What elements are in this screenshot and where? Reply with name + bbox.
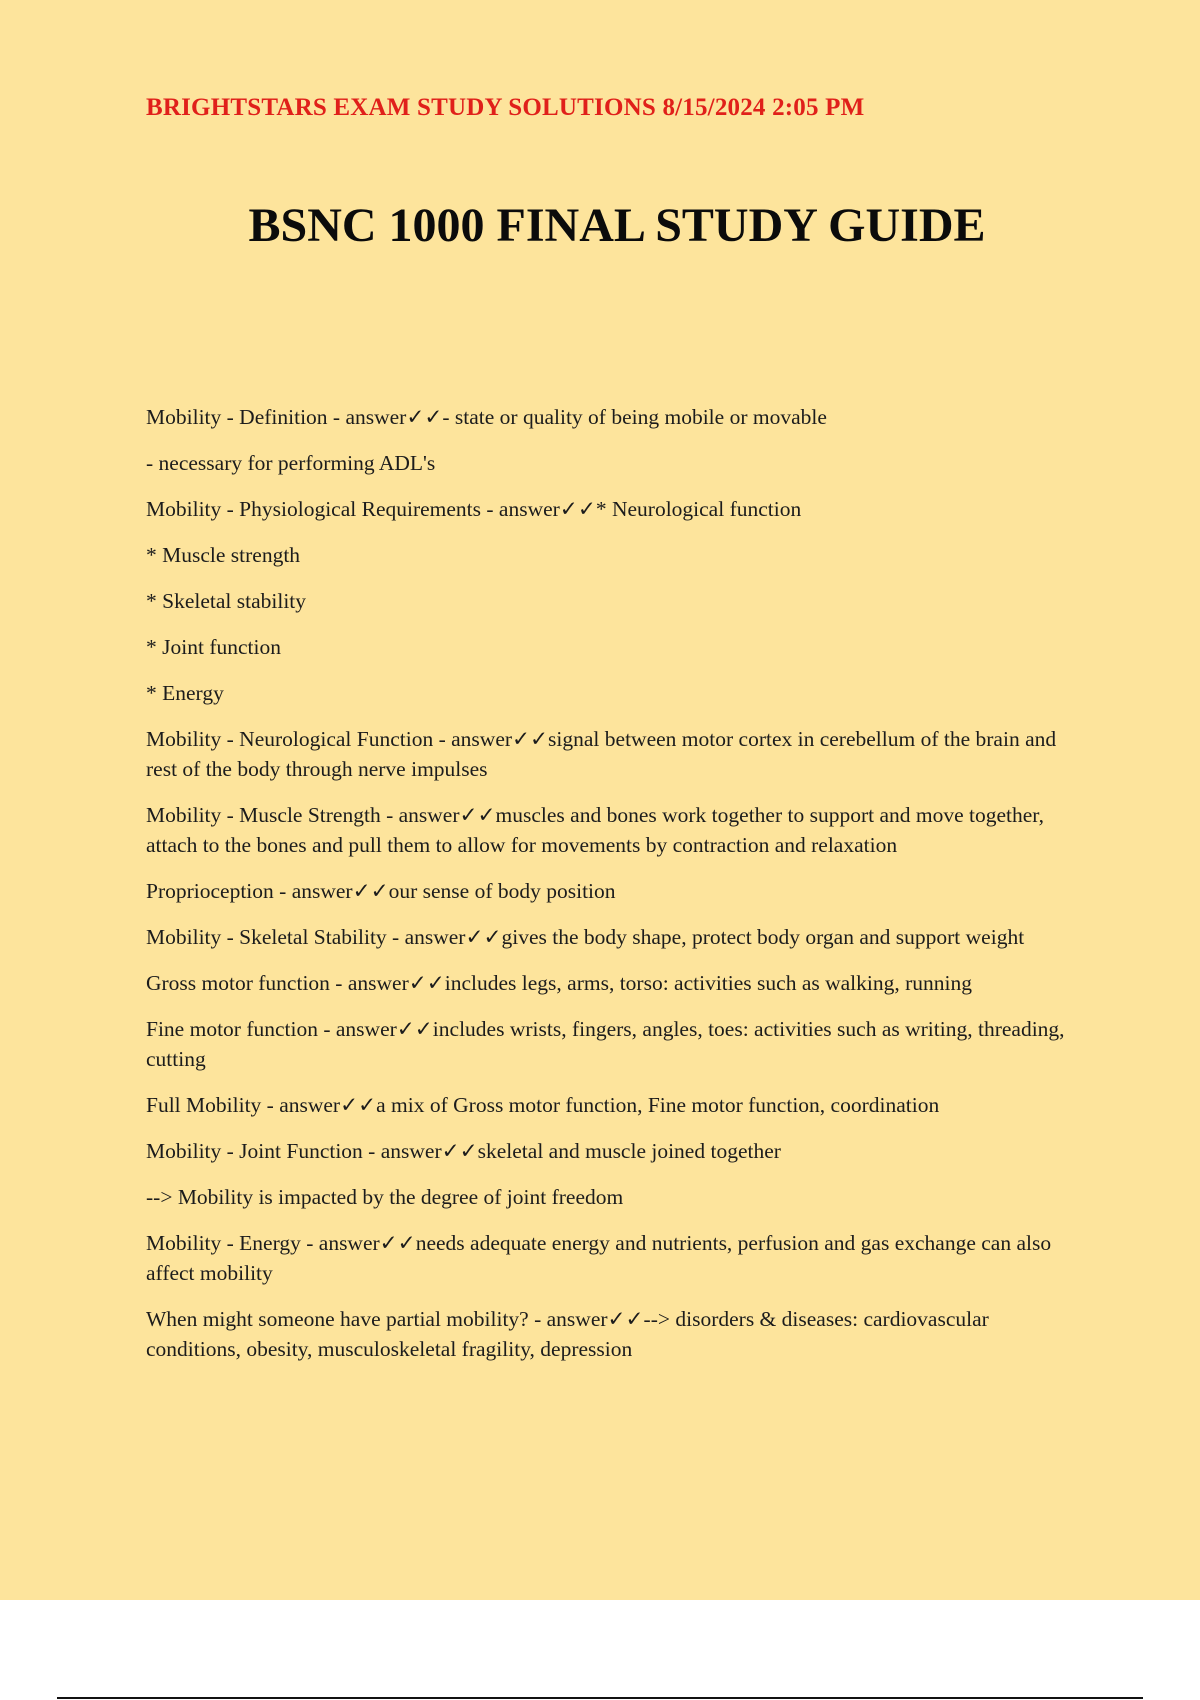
entry-neurological-function: Mobility - Neurological Function - answer✓✓signal between motor cortex in cerebellum of the brain and rest of the body through nerve impulses xyxy=(146,727,1057,781)
entry-muscle-strength-bullet: * Muscle strength xyxy=(146,543,301,567)
entry-proprioception: Proprioception - answer✓✓our sense of body position xyxy=(146,879,616,903)
entry-partial-mobility: When might someone have partial mobility? - answer✓✓--> disorders & diseases: cardiovascular conditions, obesity, musculoskeletal fragility, depression xyxy=(146,1307,989,1361)
entry-full-mobility: Full Mobility - answer✓✓a mix of Gross motor function, Fine motor function, coordination xyxy=(146,1093,940,1117)
entry-gross-motor-function: Gross motor function - answer✓✓includes legs, arms, torso: activities such as walking, running xyxy=(146,971,973,995)
page-divider xyxy=(57,1697,1143,1699)
document-header: BRIGHTSTARS EXAM STUDY SOLUTIONS 8/15/2024 2:05 PM xyxy=(146,94,865,121)
entry-fine-motor-function: Fine motor function - answer✓✓includes wrists, fingers, angles, toes: activities such as writing, threading, cutting xyxy=(146,1017,1065,1071)
entry-mobility-definition: Mobility - Definition - answer✓✓- state or quality of being mobile or movable xyxy=(146,405,827,429)
entry-adl-note: - necessary for performing ADL's xyxy=(146,451,436,475)
document-title: BSNC 1000 FINAL STUDY GUIDE xyxy=(248,199,986,252)
entry-joint-function-bullet: * Joint function xyxy=(146,635,281,659)
entry-skeletal-stability: Mobility - Skeletal Stability - answer✓✓gives the body shape, protect body organ and support weight xyxy=(146,925,1025,949)
entry-physiological-requirements: Mobility - Physiological Requirements - answer✓✓* Neurological function xyxy=(146,497,802,521)
entry-joint-function: Mobility - Joint Function - answer✓✓skeletal and muscle joined together xyxy=(146,1139,781,1163)
entry-muscle-strength: Mobility - Muscle Strength - answer✓✓muscles and bones work together to support and move together, attach to the bones and pull them to allow for movements by contraction and relaxation xyxy=(146,803,1044,857)
study-guide-content xyxy=(146,402,1086,1380)
entry-joint-freedom: --> Mobility is impacted by the degree of joint freedom xyxy=(146,1185,624,1209)
entry-energy-bullet: * Energy xyxy=(146,681,224,705)
entry-skeletal-stability-bullet: * Skeletal stability xyxy=(146,589,307,613)
entry-energy: Mobility - Energy - answer✓✓needs adequate energy and nutrients, perfusion and gas exchange can also affect mobility xyxy=(146,1231,1052,1285)
